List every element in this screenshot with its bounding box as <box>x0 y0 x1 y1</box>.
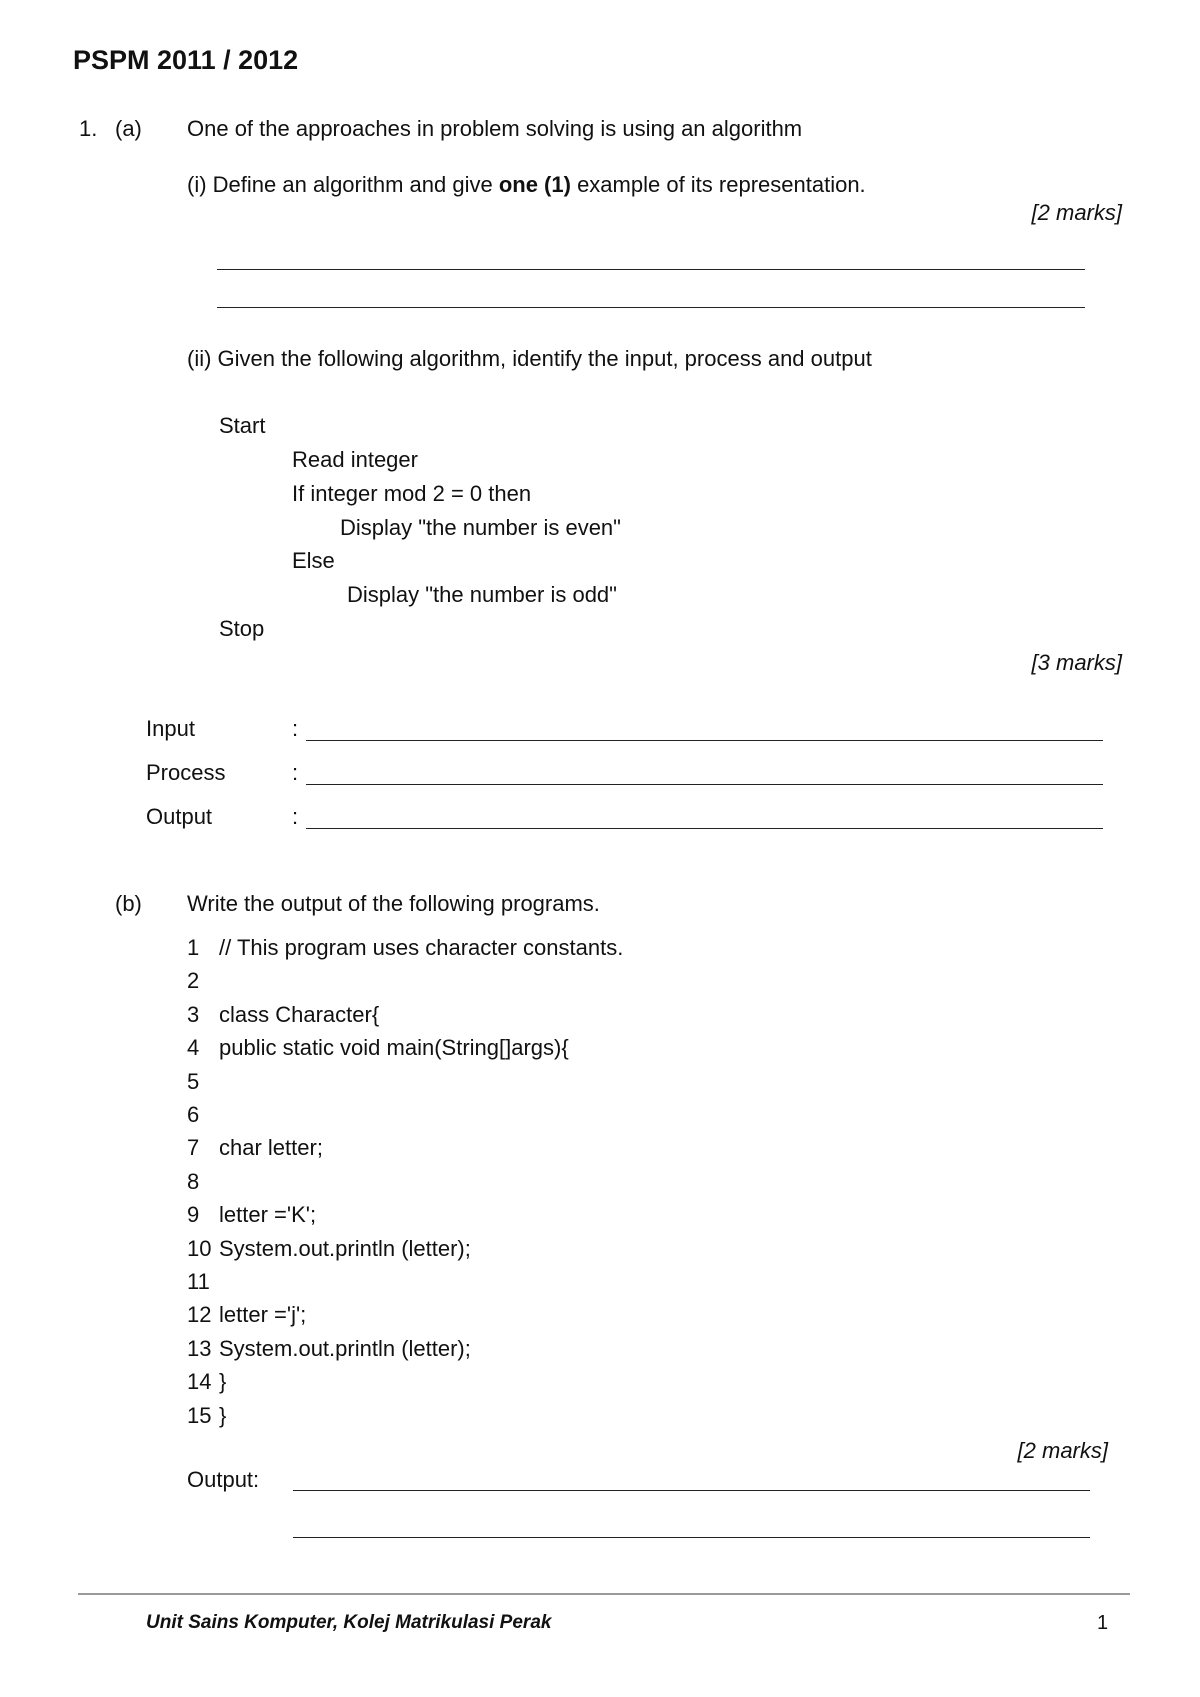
output-line-2[interactable] <box>293 1537 1090 1538</box>
footer-divider <box>78 1593 1130 1595</box>
question-number: 1. <box>79 116 98 141</box>
code-line-text: } <box>219 1403 227 1428</box>
code-line-text: public static void main(String[]args){ <box>219 1035 569 1060</box>
marks-i: [2 marks] <box>1031 200 1122 225</box>
code-line-number: 3 <box>187 1002 200 1027</box>
subquestion-i-bold: one (1) <box>498 172 571 197</box>
answer-label-output: Output <box>146 804 213 829</box>
answer-line-output[interactable] <box>306 828 1103 829</box>
algo-display-even: Display "the number is even" <box>340 515 621 540</box>
subquestion-i-prefix: (i) Define an algorithm and give <box>187 172 499 197</box>
part-b-label: (b) <box>115 891 142 916</box>
subquestion-i-suffix: example of its representation. <box>570 172 866 197</box>
algo-stop: Stop <box>219 616 265 641</box>
code-line-text: System.out.println (letter); <box>219 1336 471 1361</box>
code-line-number: 8 <box>187 1169 200 1194</box>
algo-read: Read integer <box>292 447 418 472</box>
answer-sep-output: : <box>292 804 299 829</box>
code-line-text: } <box>219 1369 227 1394</box>
page-title: PSPM 2011 / 2012 <box>73 45 299 75</box>
output-line-1[interactable] <box>293 1490 1090 1491</box>
answer-sep-process: : <box>292 760 299 785</box>
output-label: Output: <box>187 1467 260 1492</box>
answer-sep-input: : <box>292 716 299 741</box>
algo-if: If integer mod 2 = 0 then <box>292 481 532 506</box>
answer-line-i-1[interactable] <box>217 269 1085 270</box>
code-line-number: 6 <box>187 1102 200 1127</box>
code-line-number: 10 <box>187 1236 212 1261</box>
code-line-number: 14 <box>187 1369 212 1394</box>
part-a-stem: One of the approaches in problem solving is using an algorithm <box>187 116 803 141</box>
algo-display-odd: Display "the number is odd" <box>347 582 617 607</box>
code-line-number: 1 <box>187 935 200 960</box>
code-line-text: letter ='j'; <box>219 1302 307 1327</box>
code-line-number: 9 <box>187 1202 200 1227</box>
marks-b: [2 marks] <box>1017 1438 1108 1463</box>
code-line-number: 15 <box>187 1403 212 1428</box>
code-line-number: 13 <box>187 1336 212 1361</box>
code-line-number: 5 <box>187 1069 200 1094</box>
code-line-text: class Character{ <box>219 1002 380 1027</box>
answer-line-input[interactable] <box>306 740 1103 741</box>
subquestion-ii: (ii) Given the following algorithm, identify the input, process and output <box>187 346 872 371</box>
code-line-text: System.out.println (letter); <box>219 1236 471 1261</box>
code-line-number: 2 <box>187 968 200 993</box>
answer-label-process: Process <box>146 760 226 785</box>
answer-line-process[interactable] <box>306 784 1103 785</box>
code-line-number: 12 <box>187 1302 212 1327</box>
part-b-stem: Write the output of the following programs. <box>187 891 600 916</box>
code-line-text: letter ='K'; <box>219 1202 317 1227</box>
marks-ii: [3 marks] <box>1031 650 1122 675</box>
algo-start: Start <box>219 413 266 438</box>
code-line-text: // This program uses character constants. <box>219 935 624 960</box>
code-line-number: 11 <box>187 1269 210 1294</box>
answer-label-input: Input <box>146 716 195 741</box>
algo-else: Else <box>292 548 335 573</box>
code-line-text: char letter; <box>219 1135 323 1160</box>
code-line-number: 4 <box>187 1035 200 1060</box>
subquestion-i <box>187 174 866 196</box>
part-a-label: (a) <box>115 116 142 141</box>
answer-line-i-2[interactable] <box>217 307 1085 308</box>
page-number: 1 <box>1097 1612 1109 1634</box>
footer-text: Unit Sains Komputer, Kolej Matrikulasi Perak <box>146 1612 552 1633</box>
code-line-number: 7 <box>187 1135 200 1160</box>
